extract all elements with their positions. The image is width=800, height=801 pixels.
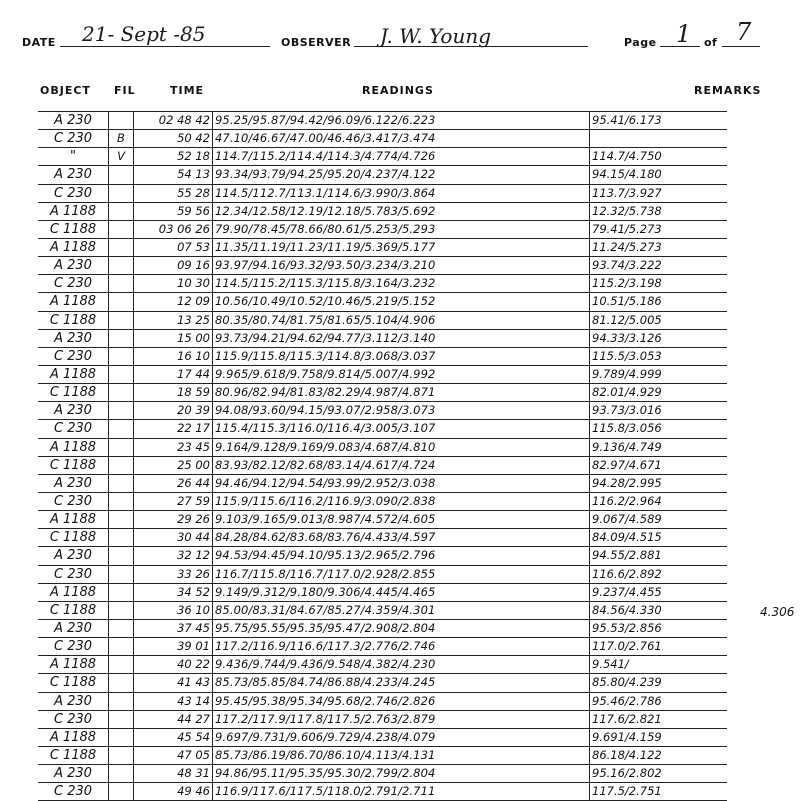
filter-cell — [109, 710, 134, 728]
remarks-cell: 117.6/2.821 — [590, 710, 728, 728]
remarks-cell — [590, 130, 728, 148]
object-cell: C 230 — [38, 638, 109, 656]
time-cell: 09 16 — [134, 257, 213, 275]
time-cell: 20 39 — [134, 402, 213, 420]
col-remarks: REMARKS — [694, 84, 762, 97]
readings-cell: 85.00/83.31/84.67/85.27/4.359/4.301 — [213, 601, 590, 619]
object-cell: A 230 — [38, 692, 109, 710]
remarks-cell: 116.2/2.964 — [590, 492, 728, 510]
remarks-cell: 115.5/3.053 — [590, 347, 728, 365]
filter-cell — [109, 474, 134, 492]
filter-cell — [109, 565, 134, 583]
table-row — [38, 148, 727, 166]
table-row — [38, 601, 727, 619]
of-label: of — [704, 36, 718, 49]
time-cell: 36 10 — [134, 601, 213, 619]
remarks-cell: 84.56/4.330 — [590, 601, 728, 619]
remarks-cell: 115.2/3.198 — [590, 275, 728, 293]
table-row — [38, 692, 727, 710]
time-cell: 30 44 — [134, 529, 213, 547]
object-cell: C 230 — [38, 420, 109, 438]
object-cell: " — [38, 148, 109, 166]
remarks-cell: 95.41/6.173 — [590, 112, 728, 130]
time-cell: 25 00 — [134, 456, 213, 474]
remarks-cell: 9.136/4.749 — [590, 438, 728, 456]
time-cell: 16 10 — [134, 347, 213, 365]
table-row — [38, 202, 727, 220]
time-cell: 07 53 — [134, 238, 213, 256]
time-cell: 29 26 — [134, 511, 213, 529]
time-cell: 55 28 — [134, 184, 213, 202]
time-cell: 49 46 — [134, 783, 213, 801]
filter-cell — [109, 656, 134, 674]
time-cell: 48 31 — [134, 765, 213, 783]
readings-cell: 94.08/93.60/94.15/93.07/2.958/3.073 — [213, 402, 590, 420]
date-value: 21- Sept -85 — [82, 22, 206, 46]
remarks-cell: 9.691/4.159 — [590, 728, 728, 746]
object-cell: C 230 — [38, 492, 109, 510]
filter-cell — [109, 293, 134, 311]
col-readings: READINGS — [362, 84, 434, 97]
object-cell: C 1188 — [38, 601, 109, 619]
table-row — [38, 166, 727, 184]
remarks-cell: 93.74/3.222 — [590, 257, 728, 275]
table-row — [38, 238, 727, 256]
remarks-cell: 95.16/2.802 — [590, 765, 728, 783]
filter-cell — [109, 166, 134, 184]
filter-cell — [109, 402, 134, 420]
readings-cell: 11.35/11.19/11.23/11.19/5.369/5.177 — [213, 238, 590, 256]
remarks-cell: 114.7/4.750 — [590, 148, 728, 166]
time-cell: 13 25 — [134, 311, 213, 329]
filter-cell — [109, 692, 134, 710]
readings-table — [38, 111, 727, 801]
object-cell: C 1188 — [38, 220, 109, 238]
readings-cell: 117.2/117.9/117.8/117.5/2.763/2.879 — [213, 710, 590, 728]
object-cell: A 230 — [38, 166, 109, 184]
table-row — [38, 529, 727, 547]
table-row — [38, 311, 727, 329]
filter-cell — [109, 220, 134, 238]
table-row — [38, 474, 727, 492]
remarks-cell: 84.09/4.515 — [590, 529, 728, 547]
table-row — [38, 674, 727, 692]
table-row — [38, 783, 727, 801]
remarks-cell: 113.7/3.927 — [590, 184, 728, 202]
table-row — [38, 420, 727, 438]
readings-cell: 115.9/115.8/115.3/114.8/3.068/3.037 — [213, 347, 590, 365]
readings-cell: 12.34/12.58/12.19/12.18/5.783/5.692 — [213, 202, 590, 220]
readings-cell: 117.2/116.9/116.6/117.3/2.776/2.746 — [213, 638, 590, 656]
remarks-cell: 82.01/4.929 — [590, 384, 728, 402]
readings-cell: 115.4/115.3/116.0/116.4/3.005/3.107 — [213, 420, 590, 438]
time-cell: 23 45 — [134, 438, 213, 456]
readings-cell: 85.73/86.19/86.70/86.10/4.113/4.131 — [213, 746, 590, 764]
readings-cell: 84.28/84.62/83.68/83.76/4.433/4.597 — [213, 529, 590, 547]
table-row — [38, 638, 727, 656]
readings-cell: 93.34/93.79/94.25/95.20/4.237/4.122 — [213, 166, 590, 184]
readings-cell: 10.56/10.49/10.52/10.46/5.219/5.152 — [213, 293, 590, 311]
filter-cell — [109, 329, 134, 347]
filter-cell — [109, 275, 134, 293]
time-cell: 27 59 — [134, 492, 213, 510]
remarks-cell: 10.51/5.186 — [590, 293, 728, 311]
readings-cell: 115.9/115.6/116.2/116.9/3.090/2.838 — [213, 492, 590, 510]
filter-cell — [109, 257, 134, 275]
table-row — [38, 184, 727, 202]
remarks-cell: 95.53/2.856 — [590, 619, 728, 637]
filter-cell — [109, 529, 134, 547]
readings-cell: 9.164/9.128/9.169/9.083/4.687/4.810 — [213, 438, 590, 456]
time-cell: 03 06 26 — [134, 220, 213, 238]
table-row — [38, 619, 727, 637]
remarks-cell: 86.18/4.122 — [590, 746, 728, 764]
object-cell: A 1188 — [38, 238, 109, 256]
object-cell: A 1188 — [38, 728, 109, 746]
readings-cell: 9.697/9.731/9.606/9.729/4.238/4.079 — [213, 728, 590, 746]
remarks-cell: 9.789/4.999 — [590, 365, 728, 383]
readings-cell: 83.93/82.12/82.68/83.14/4.617/4.724 — [213, 456, 590, 474]
filter-cell — [109, 112, 134, 130]
page-label: Page — [624, 36, 657, 49]
object-cell: C 230 — [38, 184, 109, 202]
filter-cell — [109, 365, 134, 383]
table-row — [38, 583, 727, 601]
readings-cell: 93.73/94.21/94.62/94.77/3.112/3.140 — [213, 329, 590, 347]
object-cell: A 230 — [38, 329, 109, 347]
table-row — [38, 112, 727, 130]
time-cell: 52 18 — [134, 148, 213, 166]
object-cell: C 230 — [38, 130, 109, 148]
page-number: 1 — [676, 20, 692, 48]
object-cell: A 230 — [38, 112, 109, 130]
object-cell: A 1188 — [38, 202, 109, 220]
filter-cell — [109, 638, 134, 656]
remarks-cell: 94.15/4.180 — [590, 166, 728, 184]
filter-cell — [109, 384, 134, 402]
remarks-cell: 85.80/4.239 — [590, 674, 728, 692]
object-cell: C 230 — [38, 783, 109, 801]
table-row — [38, 511, 727, 529]
page-total-underline — [722, 46, 760, 47]
time-cell: 17 44 — [134, 365, 213, 383]
time-cell: 47 05 — [134, 746, 213, 764]
table-row — [38, 456, 727, 474]
readings-cell: 114.5/115.2/115.3/115.8/3.164/3.232 — [213, 275, 590, 293]
table-row — [38, 130, 727, 148]
object-cell: A 230 — [38, 619, 109, 637]
readings-cell: 47.10/46.67/47.00/46.46/3.417/3.474 — [213, 130, 590, 148]
readings-cell: 93.97/94.16/93.32/93.50/3.234/3.210 — [213, 257, 590, 275]
object-cell: A 1188 — [38, 293, 109, 311]
filter-cell — [109, 619, 134, 637]
filter-cell — [109, 347, 134, 365]
table-row — [38, 492, 727, 510]
remarks-cell: 82.97/4.671 — [590, 456, 728, 474]
remarks-cell: 79.41/5.273 — [590, 220, 728, 238]
readings-cell: 94.46/94.12/94.54/93.99/2.952/3.038 — [213, 474, 590, 492]
readings-cell: 80.96/82.94/81.83/82.29/4.987/4.871 — [213, 384, 590, 402]
object-cell: C 230 — [38, 347, 109, 365]
table-row — [38, 365, 727, 383]
filter-cell — [109, 746, 134, 764]
object-cell: A 1188 — [38, 365, 109, 383]
page-total: 7 — [736, 18, 752, 46]
remarks-cell: 9.237/4.455 — [590, 583, 728, 601]
remarks-cell: 95.46/2.786 — [590, 692, 728, 710]
time-cell: 40 22 — [134, 656, 213, 674]
readings-cell: 116.7/115.8/116.7/117.0/2.928/2.855 — [213, 565, 590, 583]
table-row — [38, 438, 727, 456]
filter-cell — [109, 420, 134, 438]
table-row — [38, 293, 727, 311]
object-cell: C 1188 — [38, 311, 109, 329]
readings-cell: 114.7/115.2/114.4/114.3/4.774/4.726 — [213, 148, 590, 166]
filter-cell — [109, 511, 134, 529]
time-cell: 59 56 — [134, 202, 213, 220]
object-cell: C 230 — [38, 710, 109, 728]
remarks-cell: 116.6/2.892 — [590, 565, 728, 583]
time-cell: 22 17 — [134, 420, 213, 438]
time-cell: 41 43 — [134, 674, 213, 692]
readings-cell: 94.86/95.11/95.35/95.30/2.799/2.804 — [213, 765, 590, 783]
remarks-cell: 117.5/2.751 — [590, 783, 728, 801]
table-row — [38, 746, 727, 764]
table-row — [38, 329, 727, 347]
object-cell: A 230 — [38, 547, 109, 565]
remarks-cell: 94.28/2.995 — [590, 474, 728, 492]
table-row — [38, 220, 727, 238]
filter-cell — [109, 601, 134, 619]
filter-cell — [109, 438, 134, 456]
time-cell: 26 44 — [134, 474, 213, 492]
readings-cell: 9.103/9.165/9.013/8.987/4.572/4.605 — [213, 511, 590, 529]
readings-cell: 116.9/117.6/117.5/118.0/2.791/2.711 — [213, 783, 590, 801]
filter-cell — [109, 456, 134, 474]
object-cell: C 230 — [38, 565, 109, 583]
remarks-cell: 9.541/ — [590, 656, 728, 674]
object-cell: C 1188 — [38, 529, 109, 547]
object-cell: C 1188 — [38, 384, 109, 402]
table-row — [38, 547, 727, 565]
time-cell: 02 48 42 — [134, 112, 213, 130]
readings-cell: 9.436/9.744/9.436/9.548/4.382/4.230 — [213, 656, 590, 674]
table-row — [38, 728, 727, 746]
margin-note: 4.306 — [760, 605, 795, 619]
readings-cell: 95.75/95.55/95.35/95.47/2.908/2.804 — [213, 619, 590, 637]
readings-cell: 9.149/9.312/9.180/9.306/4.445/4.465 — [213, 583, 590, 601]
time-cell: 39 01 — [134, 638, 213, 656]
remarks-cell: 115.8/3.056 — [590, 420, 728, 438]
filter-cell — [109, 583, 134, 601]
filter-cell — [109, 492, 134, 510]
object-cell: A 230 — [38, 474, 109, 492]
observer-value: J. W. Young — [380, 24, 492, 48]
time-cell: 33 26 — [134, 565, 213, 583]
time-cell: 10 30 — [134, 275, 213, 293]
date-label: DATE — [22, 36, 56, 49]
observer-label: OBSERVER — [281, 36, 352, 49]
table-row — [38, 402, 727, 420]
table-row — [38, 384, 727, 402]
remarks-cell: 12.32/5.738 — [590, 202, 728, 220]
time-cell: 12 09 — [134, 293, 213, 311]
time-cell: 18 59 — [134, 384, 213, 402]
table-row — [38, 765, 727, 783]
remarks-cell: 81.12/5.005 — [590, 311, 728, 329]
time-cell: 54 13 — [134, 166, 213, 184]
readings-cell: 95.25/95.87/94.42/96.09/6.122/6.223 — [213, 112, 590, 130]
filter-cell — [109, 311, 134, 329]
table-row — [38, 275, 727, 293]
object-cell: A 230 — [38, 257, 109, 275]
remarks-cell: 9.067/4.589 — [590, 511, 728, 529]
object-cell: C 1188 — [38, 456, 109, 474]
table-row — [38, 347, 727, 365]
filter-cell — [109, 184, 134, 202]
remarks-cell: 117.0/2.761 — [590, 638, 728, 656]
object-cell: A 1188 — [38, 438, 109, 456]
time-cell: 32 12 — [134, 547, 213, 565]
object-cell: A 1188 — [38, 583, 109, 601]
time-cell: 45 54 — [134, 728, 213, 746]
date-underline — [60, 46, 270, 47]
readings-cell: 79.90/78.45/78.66/80.61/5.253/5.293 — [213, 220, 590, 238]
table-row — [38, 710, 727, 728]
filter-cell: B — [109, 130, 134, 148]
time-cell: 15 00 — [134, 329, 213, 347]
col-filter: FIL — [114, 84, 136, 97]
object-cell: C 230 — [38, 275, 109, 293]
readings-cell: 80.35/80.74/81.75/81.65/5.104/4.906 — [213, 311, 590, 329]
object-cell: A 1188 — [38, 656, 109, 674]
col-time: TIME — [170, 84, 205, 97]
readings-cell: 114.5/112.7/113.1/114.6/3.990/3.864 — [213, 184, 590, 202]
filter-cell — [109, 238, 134, 256]
object-cell: C 1188 — [38, 746, 109, 764]
filter-cell — [109, 783, 134, 801]
readings-cell: 9.965/9.618/9.758/9.814/5.007/4.992 — [213, 365, 590, 383]
time-cell: 44 27 — [134, 710, 213, 728]
time-cell: 50 42 — [134, 130, 213, 148]
object-cell: C 1188 — [38, 674, 109, 692]
remarks-cell: 93.73/3.016 — [590, 402, 728, 420]
remarks-cell: 11.24/5.273 — [590, 238, 728, 256]
table-row — [38, 656, 727, 674]
remarks-cell: 94.33/3.126 — [590, 329, 728, 347]
object-cell: A 230 — [38, 402, 109, 420]
readings-cell: 94.53/94.45/94.10/95.13/2.965/2.796 — [213, 547, 590, 565]
time-cell: 37 45 — [134, 619, 213, 637]
readings-table-body — [38, 112, 727, 801]
col-object: OBJECT — [40, 84, 91, 97]
filter-cell: V — [109, 148, 134, 166]
readings-cell: 95.45/95.38/95.34/95.68/2.746/2.826 — [213, 692, 590, 710]
object-cell: A 1188 — [38, 511, 109, 529]
time-cell: 34 52 — [134, 583, 213, 601]
filter-cell — [109, 728, 134, 746]
readings-cell: 85.73/85.85/84.74/86.88/4.233/4.245 — [213, 674, 590, 692]
filter-cell — [109, 202, 134, 220]
remarks-cell: 94.55/2.881 — [590, 547, 728, 565]
table-row — [38, 257, 727, 275]
time-cell: 43 14 — [134, 692, 213, 710]
filter-cell — [109, 674, 134, 692]
filter-cell — [109, 547, 134, 565]
filter-cell — [109, 765, 134, 783]
object-cell: A 230 — [38, 765, 109, 783]
table-row — [38, 565, 727, 583]
